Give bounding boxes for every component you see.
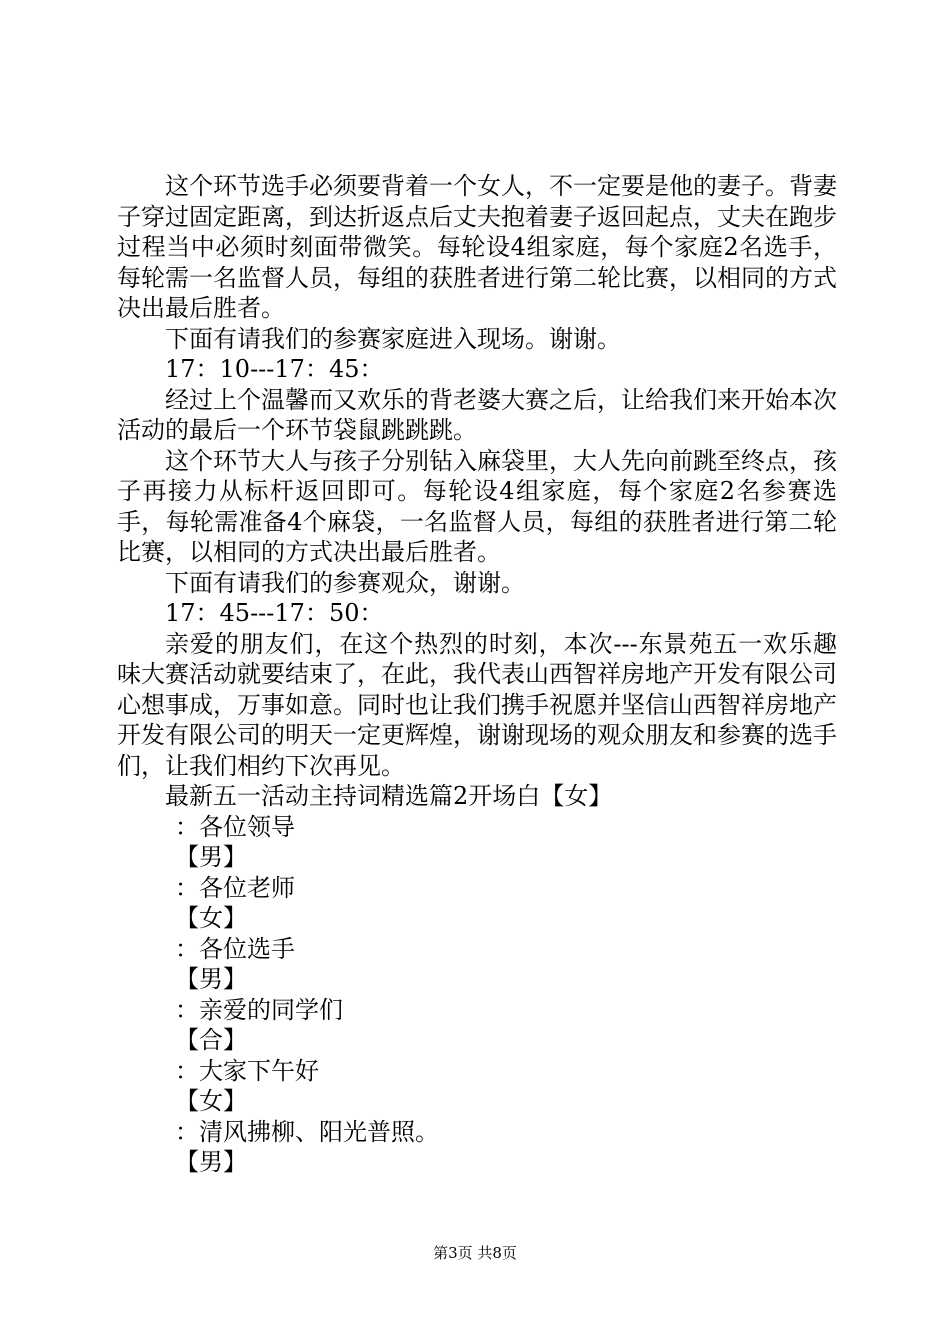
paragraph-closing-remarks: 亲爱的朋友们，在这个热烈的时刻，本次---东景苑五一欢乐趣味大赛活动就要结束了，在此，我代表山西智祥房地产开发有限公司心想事成，万事如意。同时也让我们携手祝愿并坚信山西智祥房地产开发有限公司的明天一定更辉煌，谢谢现场的观众朋友和参赛的选手们，让我们相约下次再见。 xyxy=(117,629,837,780)
paragraph-back-wife-rules: 这个环节选手必须要背着一个女人，不一定要是他的妻子。背妻子穿过固定距离，到达折返点后丈夫抱着妻子返回起点，丈夫在跑步过程当中必须时刻面带微笑。每轮设4组家庭，每个家庭2名选手，每轮需一名监督人员，每组的获胜者进行第二轮比赛，以相同的方式决出最后胜者。 xyxy=(117,172,837,322)
document-body xyxy=(117,171,837,1178)
script-line: ：清风拂柳、阳光普照。 xyxy=(175,1117,439,1146)
script-line: ：大家下午好 xyxy=(175,1056,319,1085)
page-footer xyxy=(0,1243,950,1263)
speaker-tag: 【男】 xyxy=(175,1148,247,1176)
paragraph-invite-families: 下面有请我们的参赛家庭进入现场。谢谢。 xyxy=(165,324,621,353)
page-number-label: 第3页 共8页 xyxy=(433,1244,517,1262)
speaker-tag: 【合】 xyxy=(175,1026,247,1054)
speaker-tag: 【男】 xyxy=(175,843,247,871)
script-line: ：各位选手 xyxy=(175,934,295,963)
script-line: ：各位老师 xyxy=(175,873,295,902)
paragraph-invite-audience: 下面有请我们的参赛观众，谢谢。 xyxy=(165,568,525,597)
paragraph-section-2-title: 最新五一活动主持词精选篇2开场白【女】 xyxy=(165,782,613,810)
paragraph-time-1710: 17：10---17：45： xyxy=(165,355,384,383)
script-line: ：亲爱的同学们 xyxy=(175,995,343,1024)
speaker-tag: 【男】 xyxy=(175,965,247,993)
paragraph-kangaroo-intro: 经过上个温馨而又欢乐的背老婆大赛之后，让给我们来开始本次活动的最后一个环节袋鼠跳跳跳。 xyxy=(117,385,837,444)
paragraph-time-1745: 17：45---17：50： xyxy=(165,599,384,627)
speaker-tag: 【女】 xyxy=(175,904,247,932)
script-line: ：各位领导 xyxy=(175,812,295,841)
speaker-tag: 【女】 xyxy=(175,1087,247,1115)
paragraph-kangaroo-rules: 这个环节大人与孩子分别钻入麻袋里，大人先向前跳至终点，孩子再接力从标杆返回即可。每轮设4组家庭，每个家庭2名参赛选手，每轮需准备4个麻袋，一名监督人员，每组的获胜者进行第二轮比赛，以相同的方式决出最后胜者。 xyxy=(117,446,837,566)
